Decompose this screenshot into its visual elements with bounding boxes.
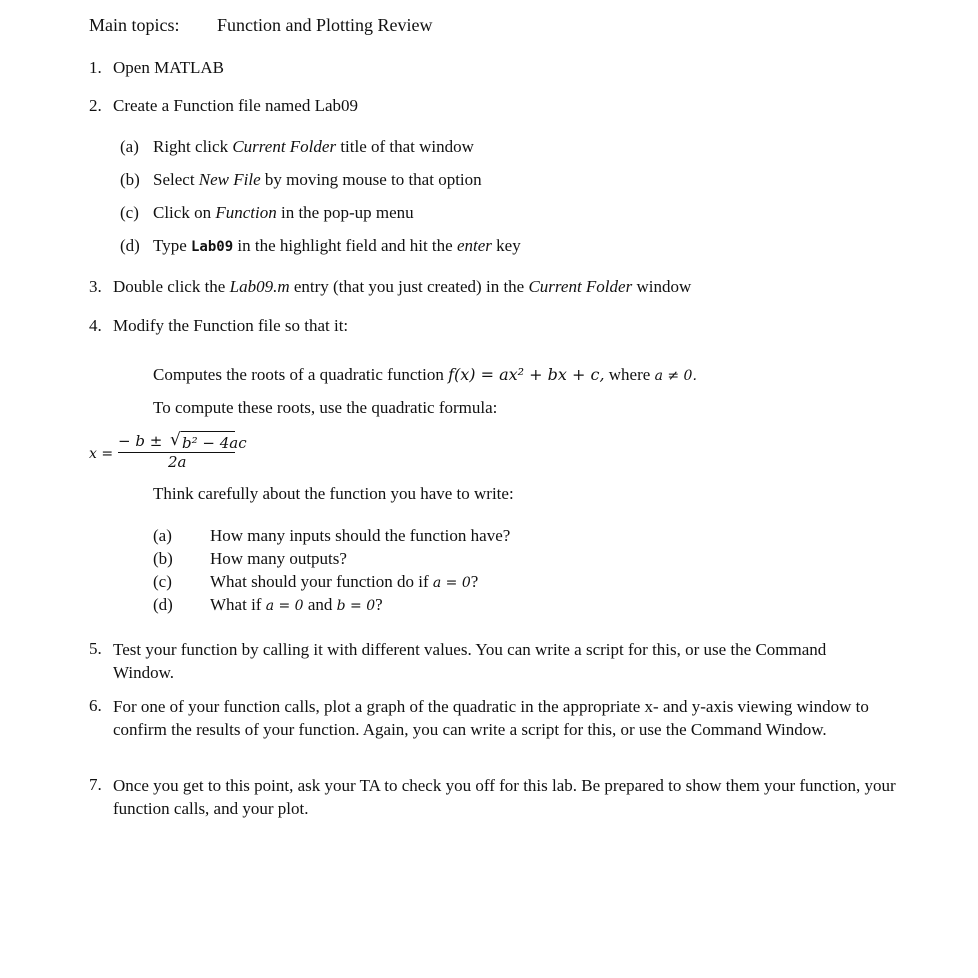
item-3-text: Double click the Lab09.m entry (that you just created) in the Current Folder window — [113, 277, 692, 296]
subitem-2d-text: Type Lab09 in the highlight field and hit the enter key — [153, 236, 521, 255]
think-carefully-line: Think carefully about the function you have to write: — [153, 484, 514, 503]
subitem-2c-label: (c) — [120, 203, 139, 222]
document-title: Function and Plotting Review — [217, 15, 433, 35]
item-1-number: 1. — [89, 58, 102, 77]
subitem-2c-text: Click on Function in the pop-up menu — [153, 203, 414, 222]
question-c-text: What should your function do if a = 0? — [210, 572, 479, 591]
item-3-number: 3. — [89, 277, 102, 296]
roots-instruction: To compute these roots, use the quadratic formula: — [153, 398, 498, 417]
item-6-text: For one of your function calls, plot a graph of the quadratic in the appropriate x- and y-axis viewing window to confirm the results of your function. Again, you can write a script for this, or use the Command Window. — [113, 697, 869, 739]
formula-lhs: x = — [89, 446, 114, 462]
question-b-text: How many outputs? — [210, 549, 347, 568]
subitem-2a-text: Right click Current Folder title of that window — [153, 137, 474, 156]
question-b-label: (b) — [153, 549, 173, 568]
item-2-number: 2. — [89, 96, 102, 115]
formula-numerator-prefix: − b ± — [118, 432, 163, 450]
sqrt-sign: √ — [170, 430, 181, 450]
subitem-2d-label: (d) — [120, 236, 140, 255]
item-7-text: Once you get to this point, ask your TA to check you off for this lab. Be prepared to show them your function, your function calls, and your plot. — [113, 776, 896, 818]
question-c-label: (c) — [153, 572, 172, 591]
item-5-number: 5. — [89, 639, 102, 658]
formula-radicand: b² − 4ac — [182, 434, 247, 452]
question-d-text: What if a = 0 and b = 0? — [210, 595, 383, 614]
computes-roots-line: Computes the roots of a quadratic function f(x) = ax² + bx + c, where a ≠ 0. — [153, 365, 697, 384]
subitem-2b-label: (b) — [120, 170, 140, 189]
formula-denominator: 2a — [168, 453, 187, 471]
item-1-text: Open MATLAB — [113, 58, 224, 77]
item-6-number: 6. — [89, 696, 102, 715]
item-4-text: Modify the Function file so that it: — [113, 316, 349, 335]
main-topics-label: Main topics: — [89, 15, 180, 35]
item-5-text: Test your function by calling it with different values. You can write a script for this, or use the Command Window. — [113, 640, 827, 682]
item-4-number: 4. — [89, 316, 102, 335]
subitem-2a-label: (a) — [120, 137, 139, 156]
subitem-2b-text: Select New File by moving mouse to that option — [153, 170, 482, 189]
question-a-label: (a) — [153, 526, 172, 545]
item-7-number: 7. — [89, 775, 102, 794]
question-a-text: How many inputs should the function have? — [210, 526, 511, 545]
question-d-label: (d) — [153, 595, 173, 614]
item-2-text: Create a Function file named Lab09 — [113, 96, 358, 115]
